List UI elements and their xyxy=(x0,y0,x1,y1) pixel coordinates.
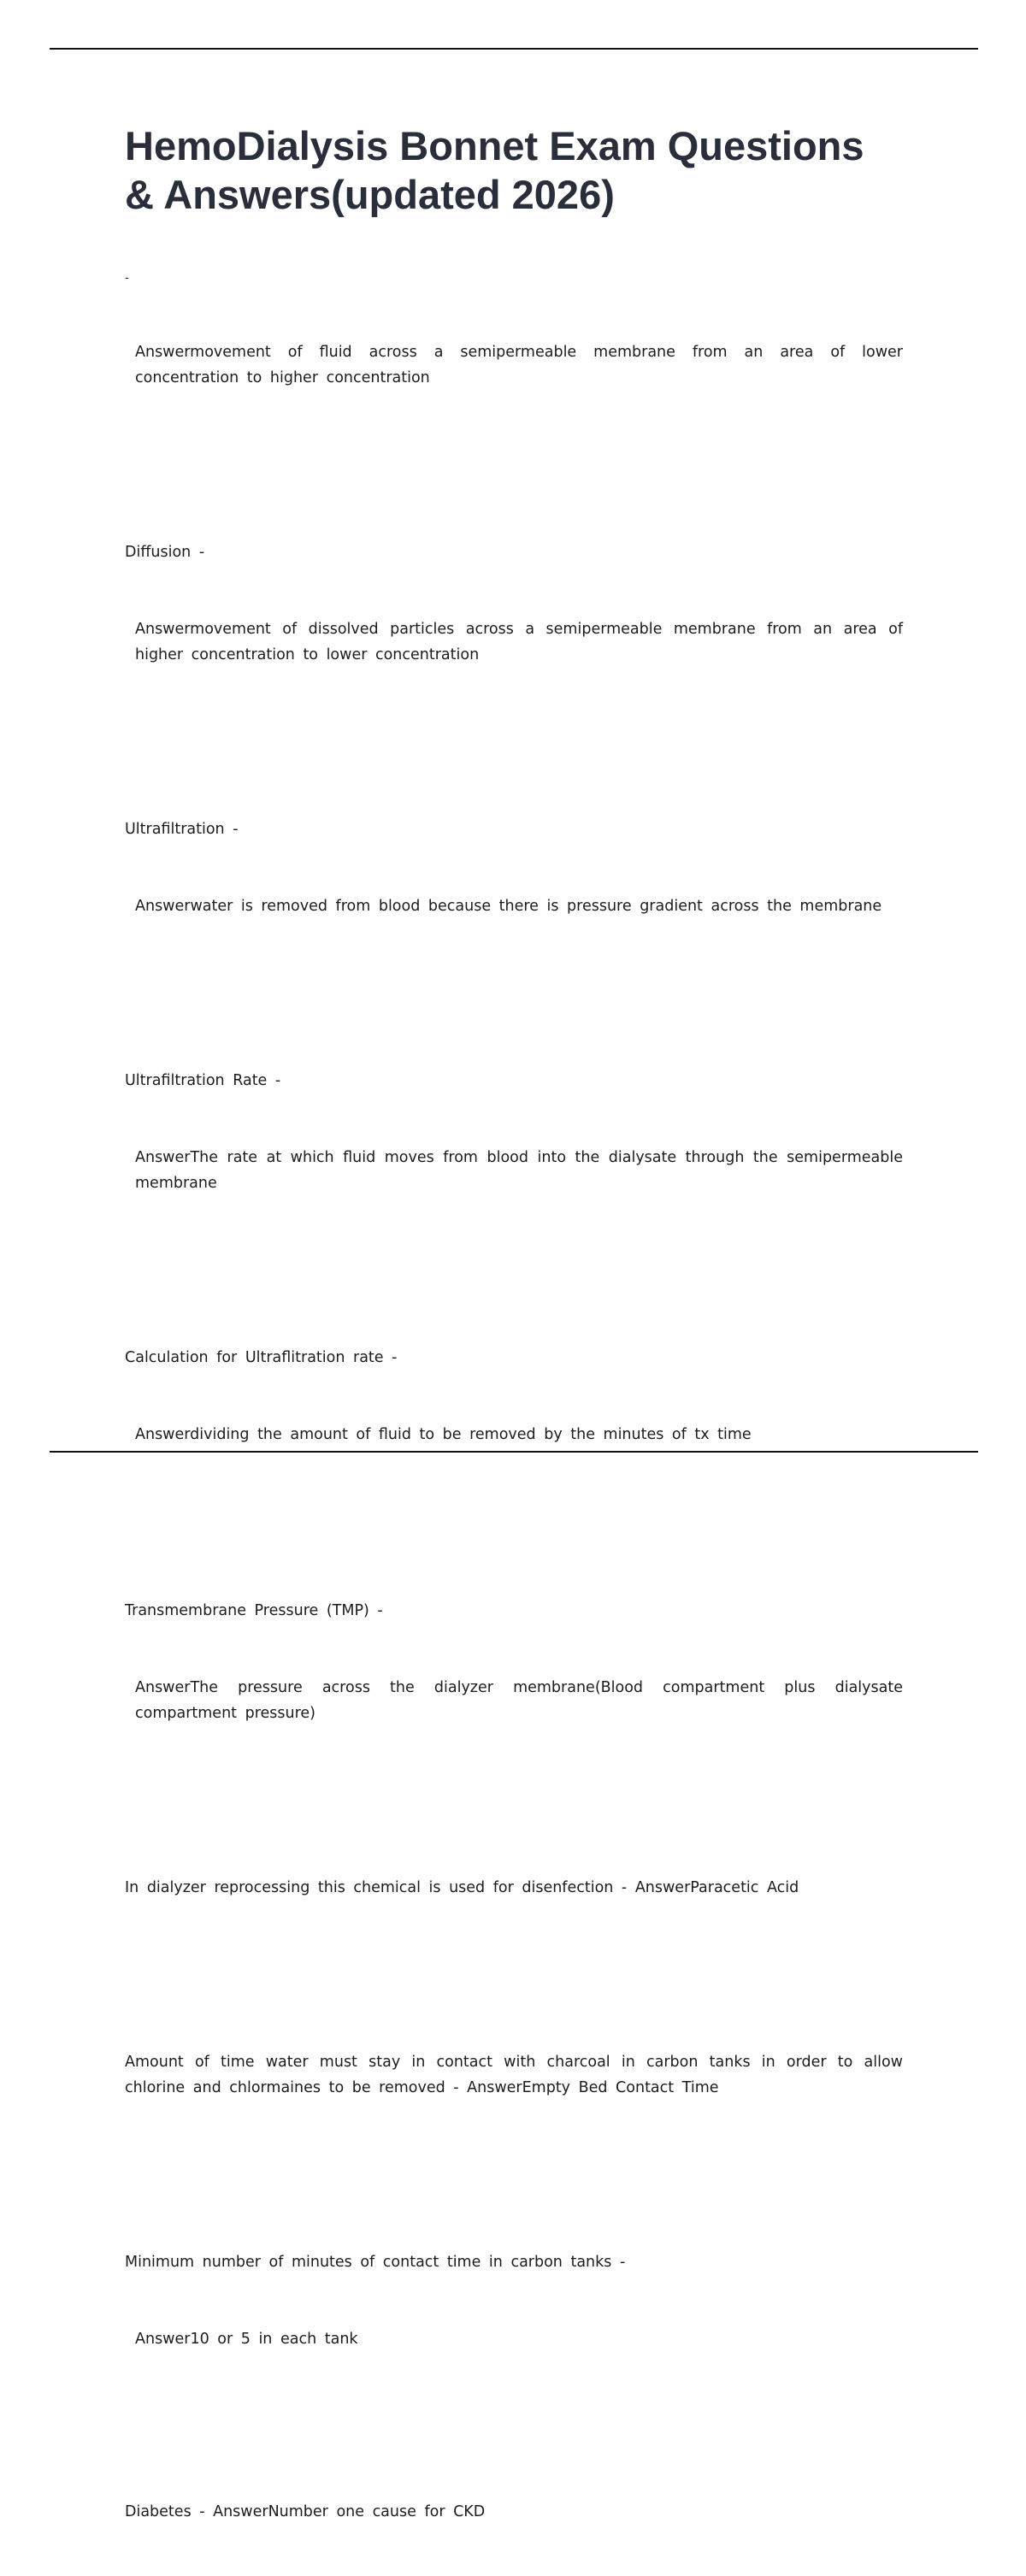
qa-item xyxy=(125,488,911,719)
qa-term: Minimum number of minutes of contact time in carbon tanks - xyxy=(125,2254,626,2271)
header-rule xyxy=(50,48,978,50)
qa-item xyxy=(125,1547,911,1777)
qa-answer: Answermovement of dissolved particles across a semipermeable membrane from an area of higher concentration to lower concentration xyxy=(135,621,911,663)
qa-item xyxy=(125,2198,903,2403)
qa-answer: Answerwater is removed from blood because there is pressure gradient across the membrane xyxy=(135,898,882,915)
qa-answer: Answerdividing the amount of fluid to be removed by the minutes of tx time xyxy=(135,1426,752,1443)
document-body xyxy=(125,121,911,2576)
qa-term: Calculation for Ultraflitration rate - xyxy=(125,1349,398,1366)
qa-answer: Amount of time water must stay in contact with charcoal in carbon tanks in order to allow chlorine and chlormaines to be removed - AnswerEmpty Bed Contact Time xyxy=(125,2054,911,2096)
qa-item xyxy=(125,221,911,442)
qa-item xyxy=(125,1824,903,1952)
qa-item xyxy=(125,1294,903,1499)
qa-answer: Answer10 or 5 in each tank xyxy=(135,2331,358,2348)
qa-answer: Diabetes - AnswerNumber one cause for CKD xyxy=(125,2503,486,2520)
qa-term: Transmembrane Pressure (TMP) - xyxy=(125,1602,383,1619)
qa-term: - xyxy=(125,272,129,285)
qa-term: Ultrafiltration Rate - xyxy=(125,1072,281,1089)
qa-item xyxy=(125,1998,911,2152)
qa-item xyxy=(125,2448,903,2576)
qa-item xyxy=(125,1017,911,1247)
footer-rule xyxy=(50,1451,978,1453)
qa-answer: In dialyzer reprocessing this chemical is used for disenfection - AnswerParacetic Acid xyxy=(125,1879,799,1896)
qa-item xyxy=(125,765,903,970)
qa-term: Ultrafiltration - xyxy=(125,821,239,838)
document-title: HemoDialysis Bonnet Exam Questions & Answers(updated 2026) xyxy=(125,123,864,217)
qa-term: Diffusion - xyxy=(125,544,205,561)
qa-answer: AnswerThe rate at which fluid moves from blood into the dialysate through the semipermeable membrane xyxy=(135,1149,911,1192)
qa-answer: AnswerThe pressure across the dialyzer membrane(Blood compartment plus dialysate compartment pressure) xyxy=(135,1679,911,1722)
qa-answer: Answermovement of fluid across a semipermeable membrane from an area of lower concentration to higher concentration xyxy=(135,344,911,386)
